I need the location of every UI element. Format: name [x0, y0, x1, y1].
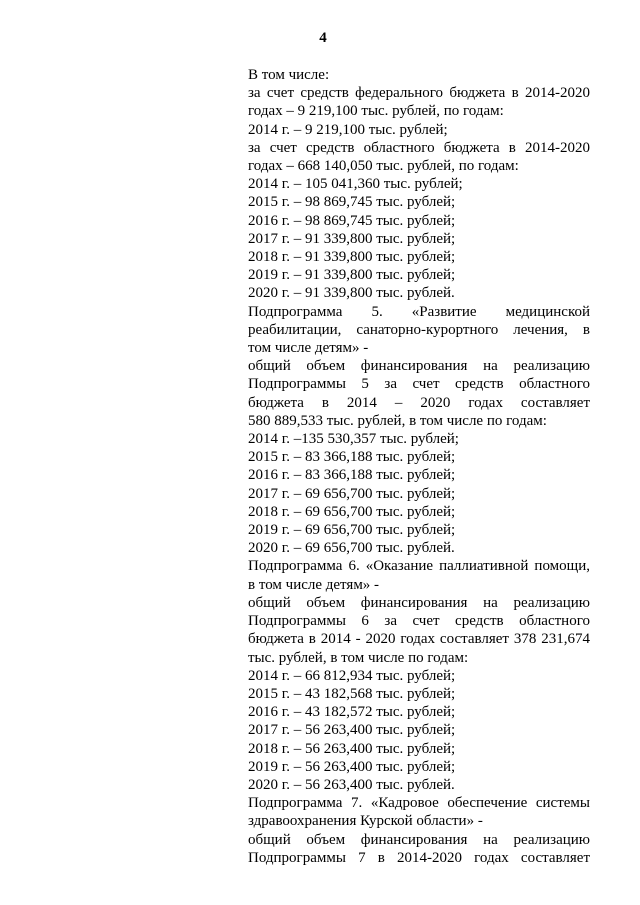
text-line: 2019 г. – 56 263,400 тыс. рублей; — [248, 758, 456, 775]
text-line: 2014 г. – 9 219,100 тыс. рублей; — [248, 121, 448, 138]
text-line: том числе детям» - — [248, 340, 369, 357]
text-line: годах – 668 140,050 тыс. рублей, по годам: — [248, 158, 519, 175]
text-line: 2017 г. – 56 263,400 тыс. рублей; — [248, 722, 456, 739]
text-line: бюджета в 2014 – 2020 годах составляет — [248, 394, 590, 411]
text-line: за счет средств областного бюджета в 2014-2020 — [248, 139, 590, 156]
text-line: Подпрограммы 5 за счет средств областного — [248, 376, 590, 393]
text-line: Подпрограмма 6. «Оказание паллиативной помощи, — [248, 558, 590, 575]
text-line: 2017 г. – 91 339,800 тыс. рублей; — [248, 230, 456, 247]
text-line: 2018 г. – 69 656,700 тыс. рублей; — [248, 503, 456, 520]
text-line: 2015 г. – 43 182,568 тыс. рублей; — [248, 685, 456, 702]
text-line: годах – 9 219,100 тыс. рублей, по годам: — [248, 103, 504, 120]
page-number: 4 — [319, 30, 327, 46]
text-line: 2020 г. – 69 656,700 тыс. рублей. — [248, 540, 455, 557]
text-line: реабилитации, санаторно-курортного лечения, в — [248, 321, 590, 338]
text-line: Подпрограммы 7 в 2014-2020 годах составляет — [248, 849, 590, 866]
text-line: общий объем финансирования на реализацию — [248, 831, 590, 848]
text-line: 2018 г. – 91 339,800 тыс. рублей; — [248, 249, 456, 266]
text-line: 2020 г. – 91 339,800 тыс. рублей. — [248, 285, 455, 302]
text-line: общий объем финансирования на реализацию — [248, 594, 590, 611]
text-line: 2016 г. – 98 869,745 тыс. рублей; — [248, 212, 456, 229]
text-line: 2017 г. – 69 656,700 тыс. рублей; — [248, 485, 456, 502]
text-line: в том числе детям» - — [248, 576, 380, 593]
text-line: тыс. рублей, в том числе по годам: — [248, 649, 469, 666]
text-line: общий объем финансирования на реализацию — [248, 358, 590, 375]
text-line: здравоохранения Курской области» - — [248, 813, 483, 830]
text-line: 2014 г. –135 530,357 тыс. рублей; — [248, 431, 459, 448]
text-line: 2019 г. – 69 656,700 тыс. рублей; — [248, 522, 456, 539]
text-line: Подпрограммы 6 за счет средств областного — [248, 613, 590, 630]
text-line: 2019 г. – 91 339,800 тыс. рублей; — [248, 267, 456, 284]
text-line: 2020 г. – 56 263,400 тыс. рублей. — [248, 776, 455, 793]
text-line: за счет средств федерального бюджета в 2014-2020 — [248, 85, 590, 102]
text-line: 2016 г. – 43 182,572 тыс. рублей; — [248, 704, 456, 721]
text-line: 2015 г. – 98 869,745 тыс. рублей; — [248, 194, 456, 211]
text-line: 2018 г. – 56 263,400 тыс. рублей; — [248, 740, 456, 757]
text-line: Подпрограмма 7. «Кадровое обеспечение системы — [248, 795, 590, 812]
text-line: 580 889,533 тыс. рублей, в том числе по годам: — [248, 412, 547, 429]
text-line: бюджета в 2014 - 2020 годах составляет 378 231,674 — [248, 631, 590, 648]
text-line: 2016 г. – 83 366,188 тыс. рублей; — [248, 467, 456, 484]
text-line: Подпрограмма 5. «Развитие медицинской — [248, 303, 590, 320]
text-line: В том числе: — [248, 67, 330, 83]
text-line: 2014 г. – 66 812,934 тыс. рублей; — [248, 667, 456, 684]
document-body — [248, 66, 590, 867]
text-line: 2015 г. – 83 366,188 тыс. рублей; — [248, 449, 456, 466]
text-line: 2014 г. – 105 041,360 тыс. рублей; — [248, 176, 463, 193]
